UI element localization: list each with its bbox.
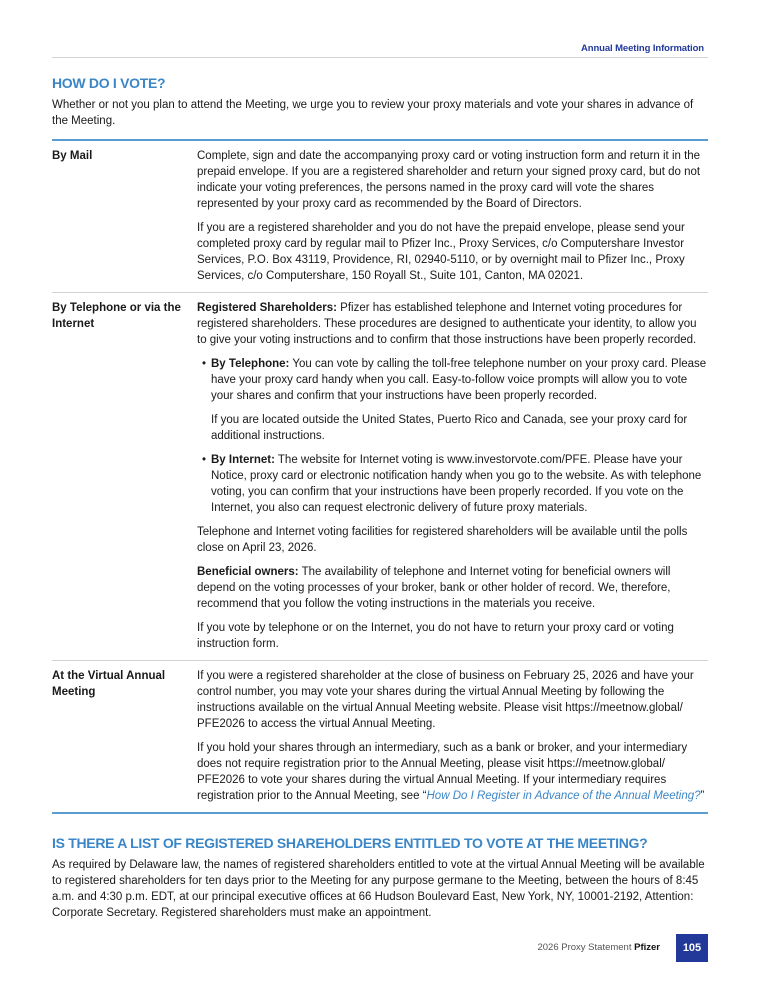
paragraph: Complete, sign and date the accompanying proxy card or voting instruction form and return it in the prepaid envelope. If you are a registered shareholder and return your signed proxy card, but do not indicate your voting preferences, the persons named in the proxy card will vote the shares represented by your proxy card as recommended by the Board of Directors.: [197, 150, 701, 210]
section-heading-how-to-vote: HOW DO I VOTE?: [52, 75, 166, 91]
footer-text: 2026 Proxy Statement Pfizer: [537, 942, 660, 953]
row-body: [197, 148, 708, 284]
row-by-telephone-internet: [52, 292, 708, 660]
list-item: [197, 356, 708, 444]
paragraph: If you vote by telephone or on the Internet, you do not have to return your proxy card or voting instruction form.: [197, 622, 674, 650]
bold-lead: Beneficial owners:: [197, 566, 299, 578]
bullet-icon: •: [201, 358, 207, 370]
row-label: By Mail: [52, 150, 93, 162]
row-by-mail: [52, 141, 708, 292]
paragraph: Telephone and Internet voting facilities for registered shareholders will be available until the polls close on April 23, 2026.: [197, 526, 688, 554]
list-item: [197, 452, 708, 516]
voting-methods-table: [52, 139, 708, 814]
paragraph: Beneficial owners: The availability of telephone and Internet voting for beneficial owners will depend on the voting processes of your broker, bank or other holder of record. We, therefore, recommend that you follow the voting instructions in the materials you receive.: [197, 566, 671, 610]
row-body: [197, 300, 708, 652]
bullet-icon: •: [201, 454, 207, 466]
section-title: Annual Meeting Information: [580, 43, 704, 54]
paragraph: If you are located outside the United States, Puerto Rico and Canada, see your proxy card for additional instructions.: [211, 414, 688, 442]
body-paragraph: As required by Delaware law, the names of registered shareholders entitled to vote at the virtual Annual Meeting will be available to registered shareholders for ten days prior to the Meeting for any purpose germane to the Meeting, between the hours of 8:45 a.m. and 4:30 p.m. EDT, at our principal executive offices at 66 Hudson Boulevard East, New York, NY, 10001-2192, Attention: Corporate Secretary. Registered shareholders must make an appointment.: [52, 859, 705, 919]
bold-lead: By Internet:: [211, 454, 275, 466]
running-header: [52, 40, 708, 58]
section-heading-shareholder-list: IS THERE A LIST OF REGISTERED SHAREHOLDERS ENTITLED TO VOTE AT THE MEETING?: [52, 835, 648, 851]
page-footer: [537, 934, 708, 962]
paragraph: If you are a registered shareholder and you do not have the prepaid envelope, please send your completed proxy card by regular mail to Pfizer Inc., Proxy Services, c/o Computershare Investor Services, P.O. Box 43119, Providence, RI, 02940-5110, or by overnight mail to Pfizer Inc., Proxy Services, c/o Computershare, 150 Royall St., Suite 101, Canton, MA 02021.: [197, 222, 685, 282]
row-label: By Telephone or via the Internet: [52, 302, 181, 330]
cross-reference-link[interactable]: How Do I Register in Advance of the Annual Meeting?: [426, 790, 701, 802]
bold-lead: By Telephone:: [211, 358, 290, 370]
intro-paragraph: Whether or not you plan to attend the Meeting, we urge you to review your proxy materials and vote your shares in advance of the Meeting.: [52, 99, 694, 127]
row-virtual-meeting: [52, 660, 708, 812]
row-label: At the Virtual Annual Meeting: [52, 670, 166, 698]
paragraph: By Telephone: You can vote by calling the toll-free telephone number on your proxy card. Please have your proxy card handy when you call. Easy-to-follow voice prompts will allow you to vote your shares and confirm that your instructions have been properly recorded.: [211, 358, 707, 402]
page-number: 105: [676, 934, 708, 962]
row-body: [197, 668, 708, 804]
paragraph: Registered Shareholders: Pfizer has established telephone and Internet voting procedures for registered shareholders. These procedures are designed to authenticate your identity, to allow you to give your voting instructions and to confirm that those instructions have been properly recorded.: [197, 302, 697, 346]
page-content: [52, 74, 708, 933]
brand-name: Pfizer: [634, 942, 660, 953]
bold-lead: Registered Shareholders:: [197, 302, 337, 314]
paragraph: If you were a registered shareholder at the close of business on February 25, 2026 and have your control number, you may vote your shares during the virtual Annual Meeting by following the instructions available on the virtual Annual Meeting website. Please visit https://meetnow.global/ PFE2026 to access the virtual Annual Meeting.: [197, 670, 694, 730]
paragraph: By Internet: The website for Internet voting is www.investorvote.com/PFE. Please have your Notice, proxy card or electronic notification handy when you go to the website. As with telephone voting, you can confirm that your instructions have been properly recorded. If you vote on the Internet, you also can request electronic delivery of future proxy materials.: [211, 454, 702, 514]
paragraph: If you hold your shares through an intermediary, such as a bank or broker, and your intermediary does not require registration prior to the Annual Meeting, please visit https://meetnow.global/ PFE2026 to vote your shares during the virtual Annual Meeting. If your intermediary requires registration prior to the Annual Meeting, see “How Do I Register in Advance of the Annual Meeting?”: [197, 742, 705, 802]
